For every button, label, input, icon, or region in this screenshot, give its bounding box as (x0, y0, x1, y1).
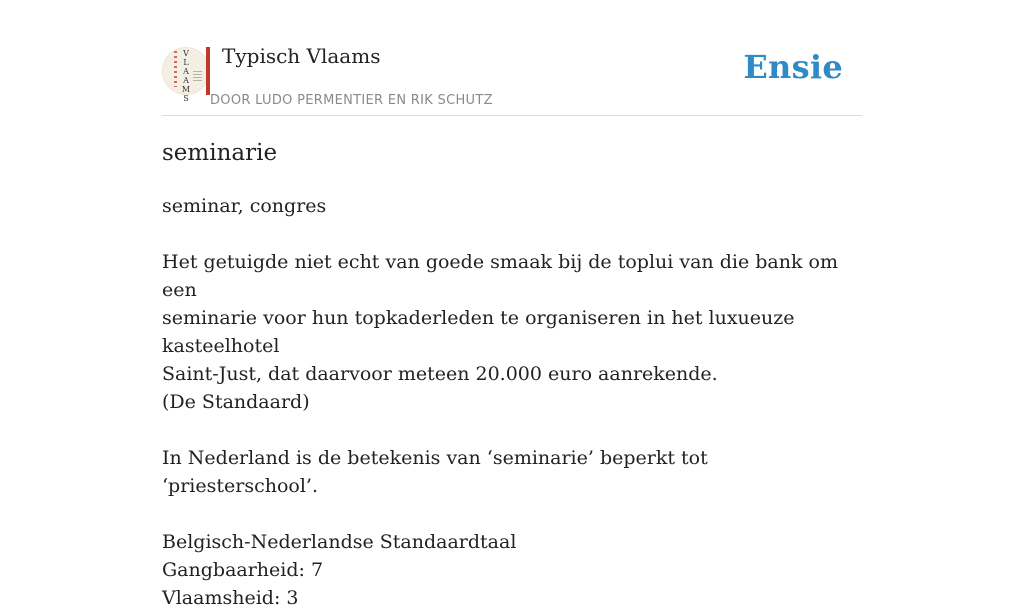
cover-letter: L (183, 58, 189, 67)
example-source: (De Standaard) (162, 391, 310, 413)
entry-term: seminarie (162, 140, 278, 166)
entry-meaning: seminar, congres (162, 195, 327, 217)
entry-gangbaarheid: Gangbaarheid: 7 (162, 559, 324, 581)
book-cover-avatar[interactable] (162, 47, 210, 103)
cover-letter: M (181, 85, 191, 94)
header (162, 0, 862, 116)
spacer (162, 500, 862, 528)
cover-letter: V (183, 49, 189, 58)
spacer (162, 416, 862, 444)
cover-letter: A (183, 67, 189, 76)
entry-body (162, 192, 862, 612)
cover-letters (181, 49, 191, 103)
example-line: Saint-Just, dat daarvoor meteen 20.000 euro aanrekende. (162, 363, 718, 385)
entry-vlaamsheid: Vlaamsheid: 3 (162, 587, 299, 609)
entry-container (162, 0, 862, 609)
example-line: Het getuigde niet echt van goede smaak bij de toplui van die bank om een (162, 251, 838, 301)
ensie-logo-link[interactable]: Ensie (743, 48, 843, 86)
book-authors: DOOR LUDO PERMENTIER EN RIK SCHUTZ (210, 93, 493, 108)
entry-category: Belgisch-Nederlandse Standaardtaal (162, 531, 517, 553)
example-line: seminarie voor hun topkaderleden te organiseren in het luxueuze kasteelhotel (162, 307, 795, 357)
spacer (162, 220, 862, 248)
cover-letter: A (183, 76, 189, 85)
cover-red-stripe (206, 47, 210, 95)
cover-decoration (174, 51, 177, 87)
entry-note: In Nederland is de betekenis van ‘seminarie’ beperkt tot ‘priesterschool’. (162, 447, 708, 497)
book-title[interactable]: Typisch Vlaams (222, 44, 381, 68)
cover-text-lines (193, 71, 202, 81)
cover-letter: S (183, 94, 189, 103)
